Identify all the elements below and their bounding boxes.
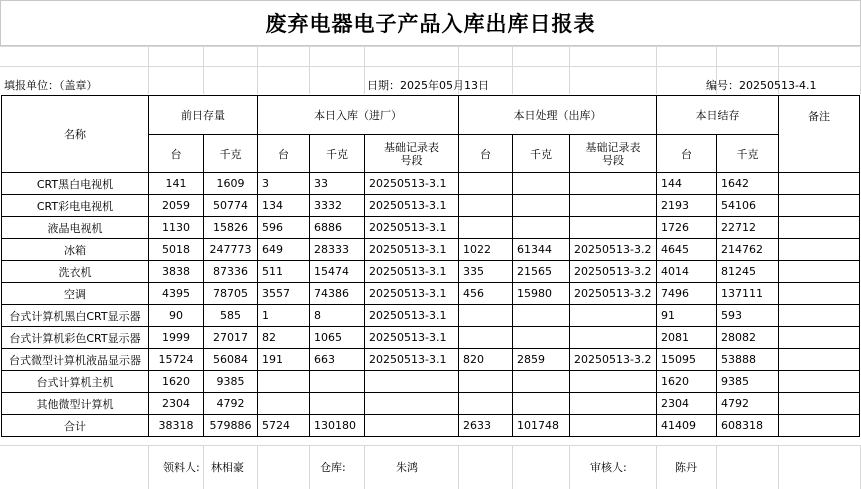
table-row (2, 327, 860, 349)
table-row (2, 239, 860, 261)
col-header-prev-tai: 台 (149, 135, 204, 173)
cell-row-name: 台式计算机彩色CRT显示器 (2, 327, 149, 349)
cell-in-kg: 74386 (310, 283, 365, 305)
cell-row-name: 其他微型计算机 (2, 393, 149, 415)
cell-in-kg: 130180 (310, 415, 365, 437)
cell-prev-tai: 3838 (149, 261, 204, 283)
cell-out-tai (459, 195, 513, 217)
cell-row-name: 台式计算机主机 (2, 371, 149, 393)
cell-prev-kg: 9385 (204, 371, 258, 393)
cell-row-name: 液晶电视机 (2, 217, 149, 239)
cell-remark (779, 283, 860, 305)
cell-in-tai: 3 (258, 173, 310, 195)
cell-out-kg (513, 217, 570, 239)
col-header-remark: 备注 (779, 96, 860, 173)
col-header-in-record-no (365, 135, 459, 173)
table-row (2, 195, 860, 217)
cell-row-name: 洗衣机 (2, 261, 149, 283)
cell-balance-kg: 4792 (717, 393, 779, 415)
warehouse-label: 仓库: (320, 461, 346, 474)
table-body (2, 173, 860, 437)
cell-in-kg: 1065 (310, 327, 365, 349)
warehouse-name: 朱鸿 (396, 461, 418, 474)
cell-out-record-no (570, 371, 657, 393)
cell-balance-tai: 41409 (657, 415, 717, 437)
col-header-in-tai: 台 (258, 135, 310, 173)
cell-in-tai: 3557 (258, 283, 310, 305)
cell-balance-tai: 91 (657, 305, 717, 327)
cell-balance-tai: 15095 (657, 349, 717, 371)
cell-in-kg: 3332 (310, 195, 365, 217)
col-header-prev-kg: 千克 (204, 135, 258, 173)
cell-in-kg: 15474 (310, 261, 365, 283)
cell-out-kg (513, 195, 570, 217)
cell-in-tai: 134 (258, 195, 310, 217)
cell-remark (779, 217, 860, 239)
cell-balance-kg: 9385 (717, 371, 779, 393)
cell-prev-kg: 15826 (204, 217, 258, 239)
record-no-line2: 号段 (400, 153, 423, 167)
cell-balance-tai: 1726 (657, 217, 717, 239)
cell-balance-tai: 1620 (657, 371, 717, 393)
reporting-unit-label: 填报单位：（盖章） (4, 79, 98, 92)
cell-remark (779, 261, 860, 283)
cell-in-kg: 6886 (310, 217, 365, 239)
cell-balance-tai: 2081 (657, 327, 717, 349)
cell-prev-kg: 4792 (204, 393, 258, 415)
cell-balance-tai: 144 (657, 173, 717, 195)
cell-out-kg (513, 305, 570, 327)
cell-in-kg: 663 (310, 349, 365, 371)
cell-balance-tai: 4014 (657, 261, 717, 283)
cell-in-record-no: 20250513-3.1 (365, 349, 459, 371)
cell-prev-kg: 50774 (204, 195, 258, 217)
cell-out-record-no: 20250513-3.2 (570, 239, 657, 261)
cell-in-record-no: 20250513-3.1 (365, 217, 459, 239)
cell-prev-tai: 141 (149, 173, 204, 195)
cell-balance-tai: 2304 (657, 393, 717, 415)
cell-balance-tai: 2193 (657, 195, 717, 217)
cell-prev-kg: 78705 (204, 283, 258, 305)
cell-prev-tai: 90 (149, 305, 204, 327)
cell-out-kg (513, 173, 570, 195)
cell-remark (779, 415, 860, 437)
cell-balance-tai: 4645 (657, 239, 717, 261)
cell-remark (779, 239, 860, 261)
cell-in-tai: 511 (258, 261, 310, 283)
cell-out-record-no (570, 393, 657, 415)
cell-in-kg (310, 371, 365, 393)
report-title: 废弃电器电子产品入库出库日报表 (0, 0, 861, 46)
cell-prev-kg: 579886 (204, 415, 258, 437)
cell-out-tai: 335 (459, 261, 513, 283)
receiver-label: 领料人: (163, 461, 200, 474)
cell-out-kg: 21565 (513, 261, 570, 283)
col-header-out-record-no (570, 135, 657, 173)
table-row (2, 305, 860, 327)
col-header-today-in: 本日入库（进厂） (258, 96, 459, 135)
cell-out-record-no: 20250513-3.2 (570, 283, 657, 305)
cell-row-name: 合计 (2, 415, 149, 437)
reviewer-label: 审核人: (590, 461, 627, 474)
cell-out-record-no (570, 327, 657, 349)
cell-row-name: CRT彩电电视机 (2, 195, 149, 217)
cell-prev-kg: 56084 (204, 349, 258, 371)
cell-balance-kg: 137111 (717, 283, 779, 305)
header-row-1 (2, 96, 860, 135)
cell-prev-kg: 87336 (204, 261, 258, 283)
cell-out-kg: 15980 (513, 283, 570, 305)
receiver-name: 林相豪 (211, 461, 244, 474)
cell-in-record-no: 20250513-3.1 (365, 283, 459, 305)
cell-prev-tai: 1999 (149, 327, 204, 349)
cell-prev-kg: 247773 (204, 239, 258, 261)
cell-out-record-no (570, 305, 657, 327)
cell-in-kg: 33 (310, 173, 365, 195)
cell-in-record-no (365, 371, 459, 393)
cell-prev-kg: 585 (204, 305, 258, 327)
cell-remark (779, 349, 860, 371)
table-row (2, 371, 860, 393)
cell-row-name: 空调 (2, 283, 149, 305)
cell-balance-kg: 81245 (717, 261, 779, 283)
cell-out-kg: 61344 (513, 239, 570, 261)
cell-in-record-no: 20250513-3.1 (365, 173, 459, 195)
table-row (2, 393, 860, 415)
cell-balance-kg: 608318 (717, 415, 779, 437)
cell-remark (779, 173, 860, 195)
cell-in-kg (310, 393, 365, 415)
total-row (2, 415, 860, 437)
cell-in-tai: 191 (258, 349, 310, 371)
cell-out-tai (459, 393, 513, 415)
col-header-balance-tai: 台 (657, 135, 717, 173)
cell-prev-tai: 4395 (149, 283, 204, 305)
col-header-out-kg: 千克 (513, 135, 570, 173)
cell-prev-tai: 15724 (149, 349, 204, 371)
table-row (2, 173, 860, 195)
cell-in-tai: 596 (258, 217, 310, 239)
cell-out-tai: 820 (459, 349, 513, 371)
signature-footer (0, 445, 861, 489)
cell-prev-tai: 2304 (149, 393, 204, 415)
cell-in-kg: 8 (310, 305, 365, 327)
col-header-prev-stock: 前日存量 (149, 96, 258, 135)
cell-out-tai: 2633 (459, 415, 513, 437)
cell-out-tai: 1022 (459, 239, 513, 261)
cell-remark (779, 195, 860, 217)
cell-prev-tai: 2059 (149, 195, 204, 217)
cell-out-record-no: 20250513-3.2 (570, 261, 657, 283)
cell-row-name: CRT黑白电视机 (2, 173, 149, 195)
record-no-line1: 基础记录表 (384, 140, 439, 154)
record-no-line2: 号段 (602, 153, 624, 167)
cell-in-record-no (365, 393, 459, 415)
cell-in-record-no: 20250513-3.1 (365, 305, 459, 327)
col-header-today-balance: 本日结存 (657, 96, 779, 135)
cell-prev-kg: 1609 (204, 173, 258, 195)
cell-out-record-no (570, 195, 657, 217)
cell-out-tai (459, 371, 513, 393)
cell-in-kg: 28333 (310, 239, 365, 261)
col-header-balance-kg: 千克 (717, 135, 779, 173)
cell-in-record-no: 20250513-3.1 (365, 239, 459, 261)
table-row (2, 217, 860, 239)
table-row (2, 283, 860, 305)
cell-in-record-no: 20250513-3.1 (365, 327, 459, 349)
cell-in-tai: 1 (258, 305, 310, 327)
cell-remark (779, 305, 860, 327)
col-header-name: 名称 (2, 96, 149, 173)
cell-in-tai: 82 (258, 327, 310, 349)
cell-in-tai (258, 393, 310, 415)
cell-out-kg: 2859 (513, 349, 570, 371)
cell-out-tai (459, 217, 513, 239)
cell-prev-tai: 38318 (149, 415, 204, 437)
table-row (2, 349, 860, 371)
record-no-line1: 基础记录表 (585, 140, 641, 154)
cell-in-tai: 5724 (258, 415, 310, 437)
cell-balance-kg: 214762 (717, 239, 779, 261)
report-number: 编号：20250513-4.1 (706, 79, 817, 92)
cell-out-kg (513, 371, 570, 393)
cell-out-record-no (570, 217, 657, 239)
cell-out-kg (513, 393, 570, 415)
cell-out-tai (459, 327, 513, 349)
cell-balance-kg: 28082 (717, 327, 779, 349)
cell-balance-kg: 1642 (717, 173, 779, 195)
cell-balance-kg: 54106 (717, 195, 779, 217)
cell-prev-tai: 5018 (149, 239, 204, 261)
cell-out-record-no: 20250513-3.2 (570, 349, 657, 371)
cell-out-kg (513, 327, 570, 349)
cell-out-tai (459, 305, 513, 327)
cell-row-name: 冰箱 (2, 239, 149, 261)
cell-row-name: 台式计算机黑白CRT显示器 (2, 305, 149, 327)
cell-in-record-no (365, 415, 459, 437)
cell-row-name: 台式微型计算机液晶显示器 (2, 349, 149, 371)
reviewer-name: 陈丹 (675, 461, 697, 474)
cell-out-tai: 456 (459, 283, 513, 305)
stock-report-table (1, 95, 860, 437)
cell-remark (779, 371, 860, 393)
cell-in-record-no: 20250513-3.1 (365, 261, 459, 283)
cell-out-kg: 101748 (513, 415, 570, 437)
cell-remark (779, 327, 860, 349)
report-date: 日期：2025年05月13日 (367, 79, 489, 92)
cell-prev-kg: 27017 (204, 327, 258, 349)
col-header-out-tai: 台 (459, 135, 513, 173)
cell-balance-kg: 22712 (717, 217, 779, 239)
cell-balance-tai: 7496 (657, 283, 717, 305)
cell-in-tai (258, 371, 310, 393)
col-header-today-out: 本日处理（出库） (459, 96, 657, 135)
cell-balance-kg: 53888 (717, 349, 779, 371)
table-row (2, 261, 860, 283)
cell-in-tai: 649 (258, 239, 310, 261)
cell-out-tai (459, 173, 513, 195)
cell-out-record-no (570, 415, 657, 437)
cell-balance-kg: 593 (717, 305, 779, 327)
cell-prev-tai: 1620 (149, 371, 204, 393)
cell-remark (779, 393, 860, 415)
cell-prev-tai: 1130 (149, 217, 204, 239)
cell-in-record-no: 20250513-3.1 (365, 195, 459, 217)
col-header-in-kg: 千克 (310, 135, 365, 173)
cell-out-record-no (570, 173, 657, 195)
